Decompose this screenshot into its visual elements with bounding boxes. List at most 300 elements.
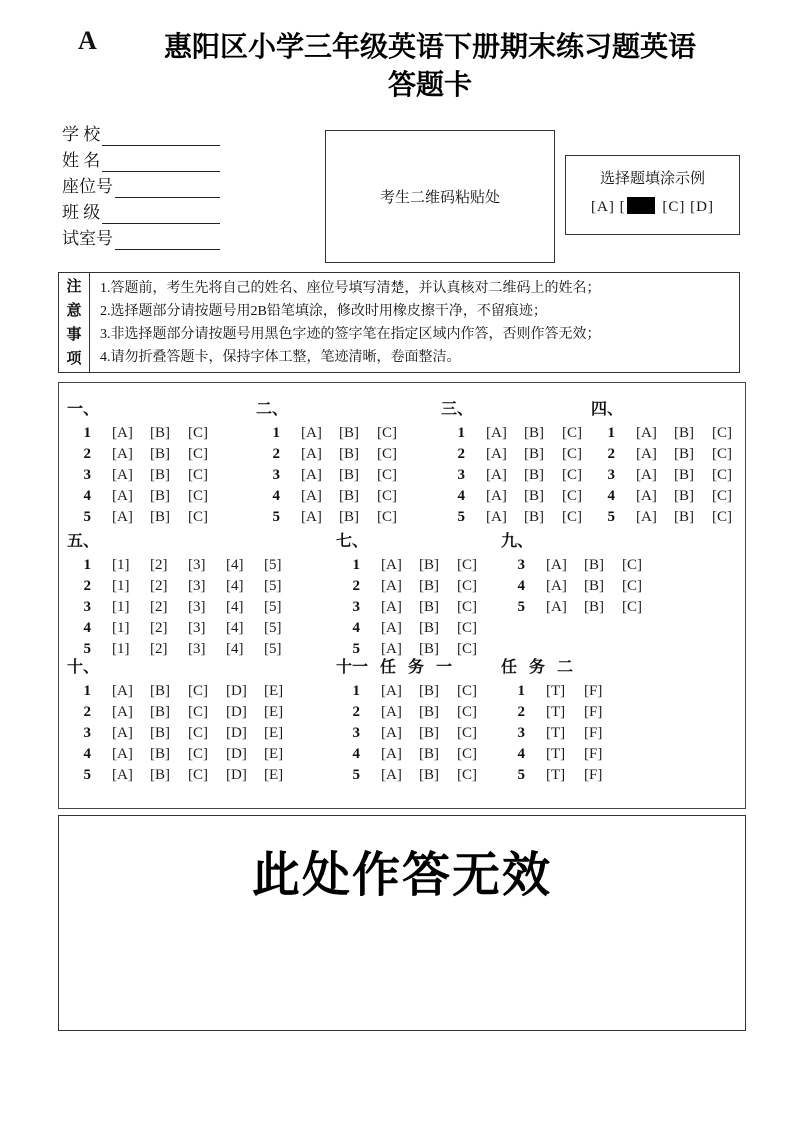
option-bubble[interactable]: [B] [150, 509, 170, 525]
student-field-row [62, 172, 220, 198]
answer-grid [58, 382, 746, 809]
option-bubble[interactable]: [A] [546, 578, 567, 594]
question-number: 1 [83, 683, 91, 699]
answer-row [336, 765, 495, 786]
question-number: 4 [352, 746, 360, 762]
option-group [112, 639, 302, 660]
answer-section-sec-9 [501, 532, 660, 618]
option-bubble[interactable]: [E] [264, 767, 284, 783]
option-group [381, 555, 495, 576]
option-bubble[interactable]: [B] [419, 725, 439, 741]
option-bubble[interactable]: [A] [381, 620, 402, 636]
option-bubble[interactable]: [E] [264, 746, 284, 762]
option-bubble[interactable]: [B] [674, 488, 694, 504]
section-title: 任 务 二 [501, 659, 574, 676]
option-bubble[interactable]: [B] [584, 578, 604, 594]
option-group [112, 618, 302, 639]
option-bubble[interactable]: [C] [622, 578, 642, 594]
option-bubble[interactable]: [T] [546, 725, 566, 741]
option-bubble[interactable]: [C] [712, 446, 732, 462]
answer-row [67, 639, 302, 660]
option-group [301, 423, 415, 444]
answer-row [501, 723, 622, 744]
filled-option-block [627, 197, 655, 214]
answer-row [67, 555, 302, 576]
option-bubble[interactable]: [4] [226, 641, 244, 657]
option-bubble[interactable]: [B] [524, 488, 544, 504]
option-bubble[interactable]: [B] [339, 488, 359, 504]
student-field-line[interactable] [102, 151, 220, 172]
question-number: 3 [607, 467, 615, 483]
option-bubble[interactable]: [A] [546, 599, 567, 615]
option-bubble[interactable]: [C] [457, 641, 477, 657]
option-bubble[interactable]: [A] [381, 578, 402, 594]
question-number: 2 [83, 446, 91, 462]
option-bubble[interactable]: [B] [150, 467, 170, 483]
option-bubble[interactable]: [A] [381, 725, 402, 741]
option-bubble[interactable]: [C] [457, 599, 477, 615]
option-bubble[interactable]: [C] [562, 488, 582, 504]
option-group [112, 681, 302, 702]
option-bubble[interactable]: [B] [150, 683, 170, 699]
option-bubble[interactable]: [A] [486, 425, 507, 441]
answer-row [256, 507, 415, 528]
option-bubble[interactable]: [B] [150, 746, 170, 762]
option-bubble[interactable]: [A] [636, 446, 657, 462]
option-bubble[interactable]: [B] [419, 599, 439, 615]
option-bubble[interactable]: [B] [339, 446, 359, 462]
option-bubble[interactable]: [B] [674, 467, 694, 483]
option-bubble[interactable]: [5] [264, 641, 282, 657]
option-bubble[interactable]: [B] [419, 683, 439, 699]
option-group [381, 618, 495, 639]
option-group [112, 702, 302, 723]
option-group [546, 702, 622, 723]
option-bubble[interactable]: [4] [226, 599, 244, 615]
option-bubble[interactable]: [A] [636, 467, 657, 483]
option-bubble[interactable]: [D] [226, 725, 247, 741]
student-field-label: 姓 名 [62, 151, 101, 170]
student-field-row [62, 224, 220, 250]
answer-row [67, 744, 302, 765]
option-bubble[interactable]: [A] [381, 704, 402, 720]
option-group [112, 423, 226, 444]
answer-row [336, 618, 495, 639]
option-bubble[interactable]: [3] [188, 599, 206, 615]
option-group [112, 465, 226, 486]
student-field-row [62, 120, 220, 146]
option-bubble[interactable]: [F] [584, 725, 603, 741]
answer-section-sec-1 [67, 400, 226, 528]
option-bubble[interactable]: [A] [636, 509, 657, 525]
option-bubble[interactable]: [D] [226, 704, 247, 720]
question-number: 3 [83, 467, 91, 483]
option-bubble[interactable]: [F] [584, 746, 603, 762]
question-number: 4 [517, 746, 525, 762]
option-bubble[interactable]: [A] [636, 488, 657, 504]
option-group [381, 723, 495, 744]
section-title: 一、 [67, 401, 100, 418]
answer-row [441, 444, 600, 465]
option-bubble[interactable]: [A] [301, 446, 322, 462]
option-bubble[interactable]: [2] [150, 557, 168, 573]
option-bubble[interactable]: [C] [457, 578, 477, 594]
answer-section-sec-10 [67, 658, 302, 786]
option-bubble[interactable]: [B] [674, 509, 694, 525]
option-bubble[interactable]: [F] [584, 767, 603, 783]
answer-row [501, 576, 660, 597]
student-field-line[interactable] [102, 125, 220, 146]
student-field-row [62, 146, 220, 172]
question-number: 1 [517, 683, 525, 699]
answer-row [336, 702, 495, 723]
option-group [301, 507, 415, 528]
option-bubble[interactable]: [B] [419, 620, 439, 636]
answer-section-sec-4 [591, 400, 750, 528]
question-number: 3 [83, 599, 91, 615]
option-bubble[interactable]: [4] [226, 620, 244, 636]
question-number: 1 [457, 425, 465, 441]
option-bubble[interactable]: [T] [546, 767, 566, 783]
student-field-line[interactable] [115, 229, 220, 250]
answer-row [591, 423, 750, 444]
notice-item: 4.请勿折叠答题卡，保持字体工整，笔迹清晰，卷面整洁。 [100, 350, 461, 365]
option-bubble[interactable]: [1] [112, 599, 130, 615]
answer-row [501, 555, 660, 576]
student-field-label: 学 校 [62, 125, 101, 144]
option-bubble[interactable]: [3] [188, 620, 206, 636]
option-bubble[interactable]: [A] [301, 488, 322, 504]
option-bubble[interactable]: [C] [457, 767, 477, 783]
option-bubble[interactable]: [A] [381, 641, 402, 657]
option-group [112, 507, 226, 528]
question-number: 3 [352, 725, 360, 741]
student-field-label: 试室号 [62, 229, 113, 248]
answer-row [336, 744, 495, 765]
option-bubble[interactable]: [A] [112, 725, 133, 741]
option-bubble[interactable]: [C] [188, 746, 208, 762]
student-field-line[interactable] [115, 177, 220, 198]
option-bubble[interactable]: [A] [546, 557, 567, 573]
option-bubble[interactable]: [E] [264, 704, 284, 720]
option-bubble[interactable]: [1] [112, 620, 130, 636]
answer-row [256, 423, 415, 444]
page-title: 惠阳区小学三年级英语下册期末练习题英语 [163, 31, 696, 62]
option-group [546, 765, 622, 786]
notice-item: 1.答题前，考生先将自己的姓名、座位号填写清楚，并认真核对二维码上的姓名； [100, 281, 601, 296]
option-bubble[interactable]: [T] [546, 746, 566, 762]
option-group [112, 555, 302, 576]
option-bubble[interactable]: [B] [150, 488, 170, 504]
question-number: 2 [83, 578, 91, 594]
answer-row [256, 486, 415, 507]
option-bubble[interactable]: [4] [226, 557, 244, 573]
section-title: 十、 [67, 659, 100, 676]
option-bubble[interactable]: [A] [486, 488, 507, 504]
option-bubble[interactable]: [5] [264, 557, 282, 573]
qr-code-area [325, 130, 555, 263]
option-bubble[interactable]: [B] [150, 704, 170, 720]
option-bubble[interactable]: [2] [150, 641, 168, 657]
option-bubble[interactable]: [C] [712, 425, 732, 441]
option-group [112, 444, 226, 465]
option-group [486, 486, 600, 507]
question-number: 5 [352, 767, 360, 783]
option-group [381, 576, 495, 597]
option-group [486, 507, 600, 528]
option-group [636, 465, 750, 486]
answer-section-sec-5 [67, 532, 302, 660]
option-bubble[interactable]: [B] [150, 425, 170, 441]
option-bubble[interactable]: [C] [188, 683, 208, 699]
option-bubble[interactable]: [B] [150, 725, 170, 741]
option-bubble[interactable]: [C] [712, 467, 732, 483]
answer-row [256, 444, 415, 465]
answer-row [591, 507, 750, 528]
answer-row [67, 702, 302, 723]
invalid-answer-area [58, 815, 746, 1031]
option-bubble[interactable]: [B] [150, 767, 170, 783]
option-bubble[interactable]: [1] [112, 557, 130, 573]
answer-section-sec-11-task-1 [336, 658, 495, 786]
option-bubble[interactable]: [C] [377, 488, 397, 504]
option-bubble[interactable]: [C] [622, 557, 642, 573]
option-bubble[interactable]: [C] [457, 704, 477, 720]
question-number: 1 [272, 425, 280, 441]
notice-heading-char: 注 [66, 278, 82, 295]
question-number: 4 [607, 488, 615, 504]
option-bubble[interactable]: [C] [377, 509, 397, 525]
option-bubble[interactable]: [2] [150, 620, 168, 636]
option-bubble[interactable]: [D] [226, 767, 247, 783]
section-title: 三、 [441, 401, 474, 418]
option-bubble[interactable]: [B] [419, 767, 439, 783]
answer-section-sec-3 [441, 400, 600, 528]
option-bubble[interactable]: [C] [562, 509, 582, 525]
option-bubble[interactable]: [A] [381, 767, 402, 783]
answer-row [67, 507, 226, 528]
question-number: 2 [352, 704, 360, 720]
option-group [112, 576, 302, 597]
option-bubble[interactable]: [C] [712, 488, 732, 504]
option-group [301, 444, 415, 465]
answer-section-task-2 [501, 658, 622, 786]
option-bubble[interactable]: [C] [188, 725, 208, 741]
option-bubble[interactable]: [C] [188, 704, 208, 720]
question-number: 5 [83, 641, 91, 657]
option-bubble[interactable]: [B] [524, 467, 544, 483]
option-bubble[interactable]: [C] [457, 683, 477, 699]
option-bubble[interactable]: [C] [188, 767, 208, 783]
invalid-area-text: 此处作答无效 [251, 849, 552, 902]
answer-row [67, 597, 302, 618]
option-bubble[interactable]: [C] [562, 446, 582, 462]
option-bubble[interactable]: [2] [150, 578, 168, 594]
question-number: 2 [607, 446, 615, 462]
option-bubble[interactable]: [B] [150, 446, 170, 462]
option-bubble[interactable]: [C] [188, 467, 208, 483]
question-number: 1 [352, 557, 360, 573]
option-bubble[interactable]: [A] [381, 683, 402, 699]
option-bubble[interactable]: [B] [419, 704, 439, 720]
option-bubble[interactable]: [B] [339, 425, 359, 441]
option-group [112, 765, 302, 786]
question-number: 4 [272, 488, 280, 504]
option-bubble[interactable]: [A] [486, 446, 507, 462]
option-bubble[interactable]: [E] [264, 725, 284, 741]
option-bubble[interactable]: [B] [339, 509, 359, 525]
question-number: 3 [457, 467, 465, 483]
page-title-block [100, 28, 760, 104]
option-bubble[interactable]: [B] [584, 557, 604, 573]
option-bubble[interactable]: [A] [486, 509, 507, 525]
option-bubble[interactable]: [B] [419, 641, 439, 657]
option-bubble[interactable]: [C] [188, 425, 208, 441]
option-bubble[interactable]: [C] [457, 725, 477, 741]
option-bubble[interactable]: [5] [264, 599, 282, 615]
answer-row [67, 444, 226, 465]
option-bubble[interactable]: [B] [419, 557, 439, 573]
option-bubble[interactable]: [A] [112, 488, 133, 504]
student-info-fields [62, 120, 220, 250]
option-bubble[interactable]: [A] [381, 599, 402, 615]
answer-row [501, 597, 660, 618]
option-bubble[interactable]: [3] [188, 578, 206, 594]
option-bubble[interactable]: [4] [226, 578, 244, 594]
answer-row [67, 723, 302, 744]
option-bubble[interactable]: [C] [562, 467, 582, 483]
option-bubble[interactable]: [A] [112, 683, 133, 699]
option-bubble[interactable]: [C] [622, 599, 642, 615]
option-bubble[interactable]: [3] [188, 641, 206, 657]
option-bubble[interactable]: [B] [524, 509, 544, 525]
fill-example-box [565, 155, 740, 235]
student-field-row [62, 198, 220, 224]
question-number: 5 [517, 767, 525, 783]
question-number: 5 [457, 509, 465, 525]
option-bubble[interactable]: [A] [112, 425, 133, 441]
option-bubble[interactable]: [C] [377, 446, 397, 462]
question-number: 1 [83, 425, 91, 441]
section-title: 九、 [501, 533, 534, 550]
option-bubble[interactable]: [D] [226, 683, 247, 699]
option-bubble[interactable]: [A] [301, 467, 322, 483]
option-bubble[interactable]: [A] [301, 509, 322, 525]
option-bubble[interactable]: [C] [457, 620, 477, 636]
option-bubble[interactable]: [A] [112, 704, 133, 720]
option-bubble[interactable]: [A] [381, 557, 402, 573]
notice-item: 2.选择题部分请按题号用2B铅笔填涂，修改时用橡皮擦干净，不留痕迹； [100, 304, 547, 319]
option-bubble[interactable]: [C] [188, 446, 208, 462]
option-bubble[interactable]: [F] [584, 683, 603, 699]
option-bubble[interactable]: [1] [112, 578, 130, 594]
notice-items [90, 273, 607, 372]
option-bubble[interactable]: [C] [377, 425, 397, 441]
answer-row [67, 618, 302, 639]
answer-row [67, 423, 226, 444]
option-bubble[interactable]: [A] [301, 425, 322, 441]
option-bubble[interactable]: [C] [188, 488, 208, 504]
student-field-label: 座位号 [62, 177, 113, 196]
option-bubble[interactable]: [C] [377, 467, 397, 483]
option-bubble[interactable]: [A] [112, 467, 133, 483]
option-group [486, 444, 600, 465]
question-number: 4 [83, 746, 91, 762]
option-bubble[interactable]: [C] [457, 557, 477, 573]
answer-row [67, 465, 226, 486]
option-bubble[interactable]: [B] [674, 425, 694, 441]
option-bubble[interactable]: [C] [562, 425, 582, 441]
option-bubble[interactable]: [A] [112, 746, 133, 762]
answer-row [591, 465, 750, 486]
option-bubble[interactable]: [A] [381, 746, 402, 762]
option-bubble[interactable]: [A] [636, 425, 657, 441]
option-bubble[interactable]: [B] [339, 467, 359, 483]
option-group [381, 765, 495, 786]
option-bubble[interactable]: [D] [226, 746, 247, 762]
option-bubble[interactable]: [C] [188, 509, 208, 525]
option-bubble[interactable]: [B] [419, 578, 439, 594]
option-bubble[interactable]: [B] [419, 746, 439, 762]
question-number: 2 [352, 578, 360, 594]
option-bubble[interactable]: [B] [524, 425, 544, 441]
answer-row [336, 597, 495, 618]
question-number: 3 [272, 467, 280, 483]
option-bubble[interactable]: [T] [546, 704, 566, 720]
option-bubble[interactable]: [A] [112, 767, 133, 783]
notice-heading [59, 273, 90, 372]
option-bubble[interactable]: [1] [112, 641, 130, 657]
variant-label: A [78, 26, 97, 55]
option-bubble[interactable]: [A] [112, 446, 133, 462]
question-number: 4 [83, 620, 91, 636]
answer-section-sec-7 [336, 532, 495, 660]
notice-box [58, 272, 740, 373]
section-title: 四、 [591, 401, 624, 418]
option-group [381, 702, 495, 723]
answer-row [591, 486, 750, 507]
option-group [112, 744, 302, 765]
option-bubble[interactable]: [C] [712, 509, 732, 525]
option-bubble[interactable]: [3] [188, 557, 206, 573]
answer-row [501, 681, 622, 702]
question-number: 4 [352, 620, 360, 636]
option-bubble[interactable]: [5] [264, 620, 282, 636]
option-bubble[interactable]: [F] [584, 704, 603, 720]
option-bubble[interactable]: [2] [150, 599, 168, 615]
answer-row [441, 423, 600, 444]
option-bubble[interactable]: [5] [264, 578, 282, 594]
option-bubble[interactable]: [E] [264, 683, 284, 699]
option-group [636, 423, 750, 444]
option-group [381, 597, 495, 618]
answer-row [67, 681, 302, 702]
option-bubble[interactable]: [B] [584, 599, 604, 615]
option-group [486, 465, 600, 486]
student-field-line[interactable] [102, 203, 220, 224]
option-bubble[interactable]: [C] [457, 746, 477, 762]
section-title: 七、 [336, 533, 369, 550]
option-bubble[interactable]: [A] [112, 509, 133, 525]
question-number: 5 [83, 509, 91, 525]
question-number: 5 [352, 641, 360, 657]
option-bubble[interactable]: [B] [674, 446, 694, 462]
option-bubble[interactable]: [T] [546, 683, 566, 699]
answer-row [336, 555, 495, 576]
notice-heading-char: 项 [66, 350, 82, 367]
option-bubble[interactable]: [A] [486, 467, 507, 483]
option-bubble[interactable]: [B] [524, 446, 544, 462]
